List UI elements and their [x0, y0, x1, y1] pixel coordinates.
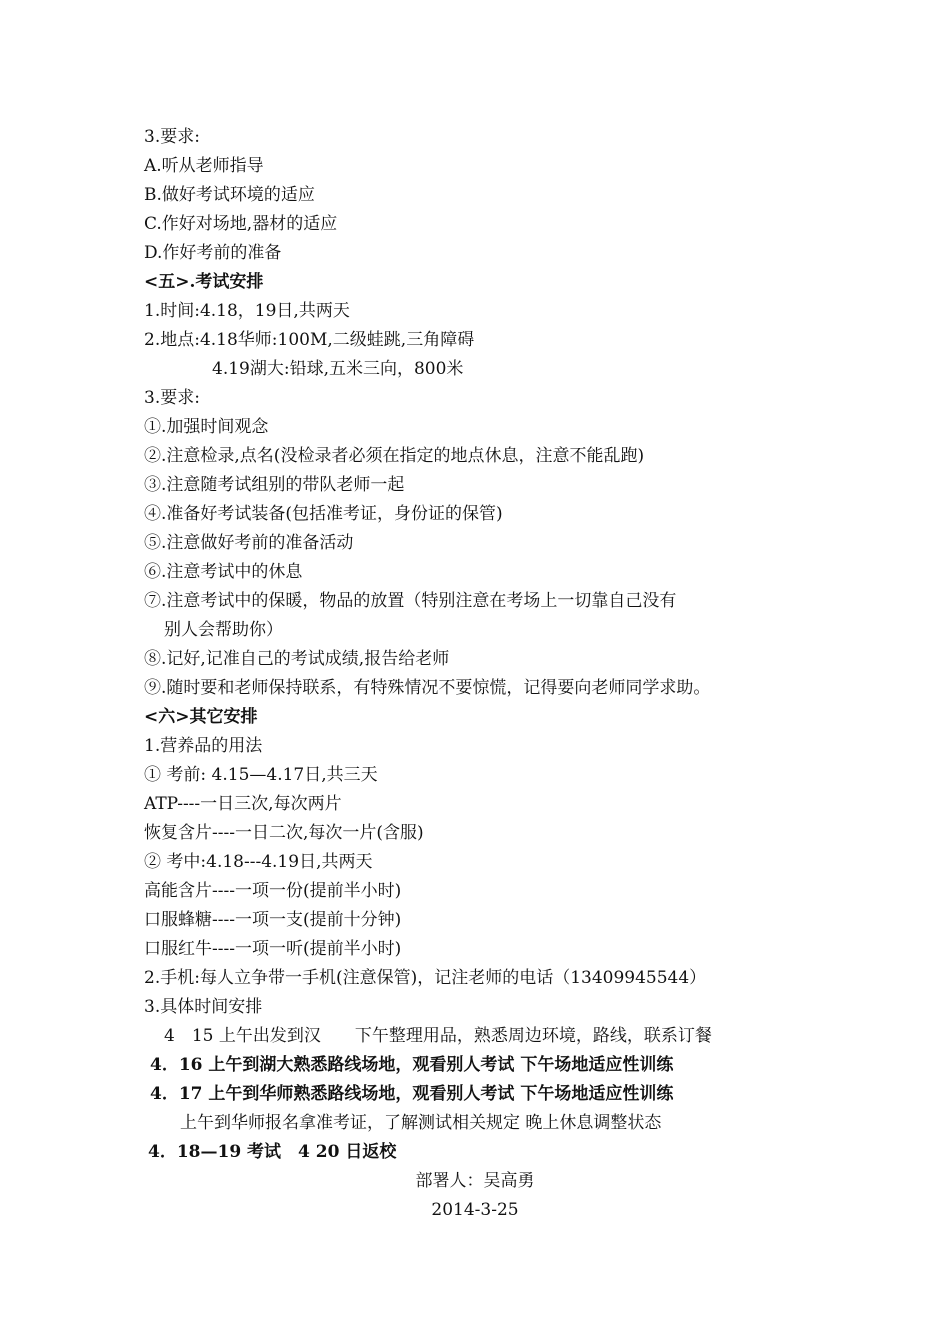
exam-time: 1.时间:4.18，19日,共两天 [144, 301, 350, 321]
schedule-item: 上午到华师报名拿准考证，了解测试相关规定 晚上休息调整状态 [180, 1113, 662, 1133]
atp-dosage: ATP----一日三次,每次两片 [144, 794, 342, 814]
exam-requirement: ①.加强时间观念 [144, 417, 269, 437]
requirement-item: B.做好考试环境的适应 [144, 185, 315, 205]
schedule-heading: 3.具体时间安排 [144, 997, 263, 1017]
schedule-item: 4．16 上午到湖大熟悉路线场地，观看别人考试 下午场地适应性训练 [150, 1055, 674, 1075]
exam-requirement: ⑦.注意考试中的保暖，物品的放置（特别注意在考场上一切靠自己没有 [144, 591, 677, 611]
exam-location-line2: 4.19湖大:铅球,五米三向，800米 [212, 359, 464, 379]
energy-tablet-dosage: 高能含片----一项一份(提前半小时) [144, 881, 402, 901]
during-exam-period: ② 考中:4.18---4.19日,共两天 [144, 852, 373, 872]
signature-by: 部署人：吴高勇 [415, 1171, 535, 1191]
requirement-item: D.作好考前的准备 [144, 243, 282, 263]
exam-requirements-heading: 3.要求: [144, 388, 200, 408]
exam-requirement-continuation: 别人会帮助你） [164, 620, 283, 640]
before-exam-period: ① 考前: 4.15—4.17日,共三天 [144, 765, 378, 785]
honey-dosage: 口服蜂糖----一项一支(提前十分钟) [144, 910, 402, 930]
signature-date: 2014-3-25 [431, 1200, 519, 1220]
phone-instruction: 2.手机:每人立争带一手机(注意保管)，记注老师的电话（13409945544） [144, 968, 707, 988]
red-bull-dosage: 口服红牛----一项一听(提前半小时) [144, 939, 402, 959]
exam-location-line1: 2.地点:4.18华师:100M,二级蛙跳,三角障碍 [144, 330, 475, 350]
exam-requirement: ⑨.随时要和老师保持联系，有特殊情况不要惊慌，记得要向老师同学求助。 [144, 678, 711, 698]
exam-requirement: ②.注意检录,点名(没检录者必须在指定的地点休息，注意不能乱跑) [144, 446, 645, 466]
exam-requirement: ⑥.注意考试中的休息 [144, 562, 303, 582]
section-heading-exam-arrangement: <五>.考试安排 [144, 272, 264, 292]
recovery-tablet-dosage: 恢复含片----一日二次,每次一片(含服) [144, 823, 424, 843]
exam-requirement: ③.注意随考试组别的带队老师一起 [144, 475, 405, 495]
requirement-item: C.作好对场地,器材的适应 [144, 214, 338, 234]
nutrition-heading: 1.营养品的用法 [144, 736, 263, 756]
schedule-item: 4．17 上午到华师熟悉路线场地，观看别人考试 下午场地适应性训练 [150, 1084, 674, 1104]
schedule-item: 4 15 上午出发到汉 下午整理用品，熟悉周边环境，路线，联系订餐 [164, 1026, 712, 1046]
requirement-item: A.听从老师指导 [144, 156, 264, 176]
exam-requirement: ⑧.记好,记准自己的考试成绩,报告给老师 [144, 649, 450, 669]
requirements-heading: 3.要求: [144, 127, 200, 147]
exam-requirement: ④.准备好考试装备(包括准考证，身份证的保管) [144, 504, 503, 524]
section-heading-other-arrangements: <六>其它安排 [144, 707, 258, 727]
exam-requirement: ⑤.注意做好考前的准备活动 [144, 533, 354, 553]
schedule-item: 4．18—19 考试 4 20 日返校 [148, 1142, 397, 1162]
